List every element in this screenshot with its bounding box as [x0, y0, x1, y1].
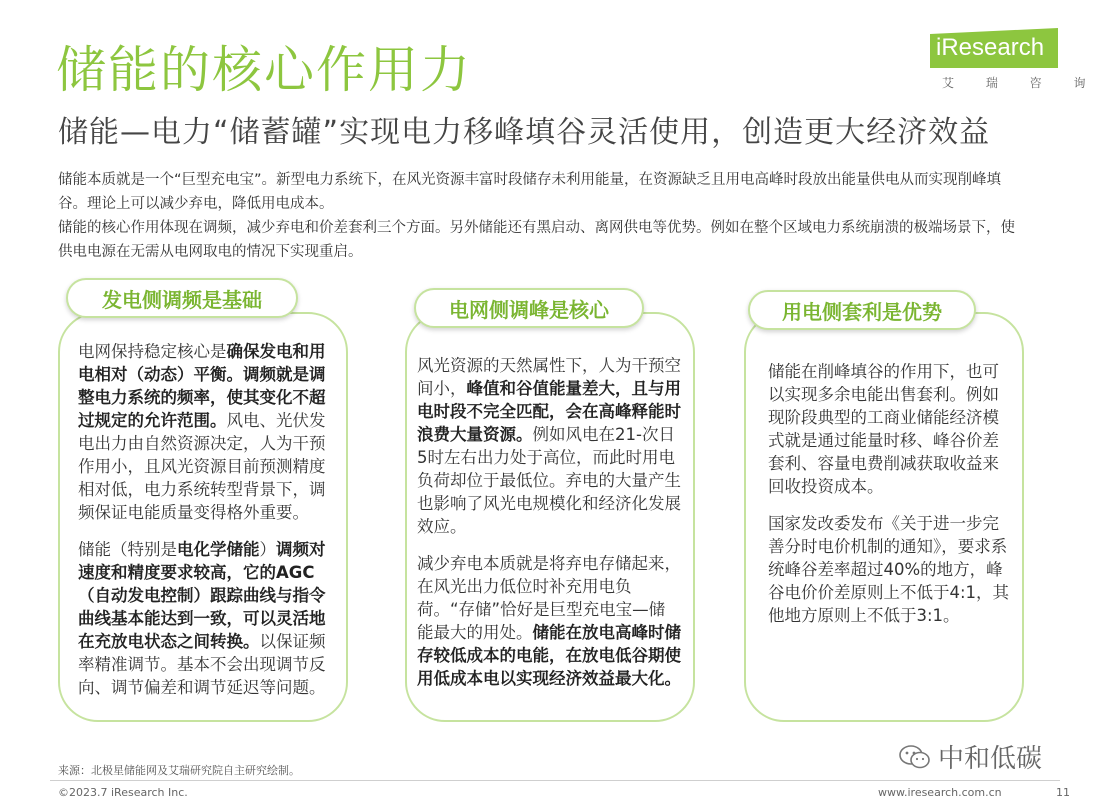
text-run: 风光资源的天然属性下，人为干预空间小，	[417, 356, 681, 398]
text-run: 例如风电在21-次日5时左右出力处于高位，而此时用电负荷却位于最低位。弃电的大量产生也影响了风光电规模化和经济化发展效应。	[417, 425, 681, 536]
panel-heading-user: 用电侧套利是优势	[748, 290, 976, 330]
logo-subtitle: 艾 瑞 咨 询	[942, 76, 1099, 90]
panel-paragraph-2	[417, 552, 681, 690]
text-run: 减少弃电本质就是将弃电存储起来，在风光出力低位时补充用电负荷。“存储”恰好是巨型充电宝—储能最大的用处。	[417, 554, 681, 642]
page-subtitle: 储能—电力“储蓄罐”实现电力移峰填谷灵活使用，创造更大经济效益	[58, 115, 991, 150]
intro-paragraph-2: 储能的核心作用体现在调频，减少弃电和价差套利三个方面。另外储能还有黑启动、离网供电等优势。例如在整个区域电力系统崩溃的极端场景下，使供电电源在无需从电网取电的情况下实现重启。	[58, 220, 1015, 260]
panel-paragraph-1	[768, 360, 1010, 498]
text-run: 储能（特别是	[78, 540, 177, 559]
watermark-text: 中和低碳	[938, 744, 1043, 774]
intro-text	[58, 168, 1028, 264]
panel-grid-side	[405, 312, 695, 722]
text-run-bold: 峰值和谷值能量差大，且与用电时段不完全匹配，会在高峰释能时浪费大量资源。	[417, 379, 681, 444]
panel-generation-side	[58, 312, 348, 722]
watermark	[898, 738, 1042, 775]
text-run-bold: 储能在放电高峰时储存较低成本的电能，在放电低谷期使用低成本电以实现经济效益最大化。	[417, 623, 681, 688]
text-run: ）	[259, 540, 276, 559]
footer-divider	[50, 780, 1060, 781]
source-note: 来源：北极星储能网及艾瑞研究院自主研究绘制。	[58, 764, 300, 777]
page-title: 储能的核心作用力	[56, 41, 472, 99]
text-run: 风电、光伏发电出力由自然资源决定，人为干预作用小，且风光资源目前预测精度相对低，电力系统转型背景下，调频保证电能质量变得格外重要。	[78, 411, 326, 522]
text-run: 以保证频率精准调节。基本不会出现调节反向、调节偏差和调节延迟等问题。	[78, 632, 326, 697]
text-run-bold: 确保发电和用电相对（动态）平衡。调频就是调整电力系统的频率，使其变化不超过规定的允许范围。	[78, 342, 326, 430]
panel-user-side	[744, 312, 1024, 722]
panel-body	[768, 360, 1010, 641]
page-number: 11	[1056, 786, 1070, 799]
intro-paragraph-1: 储能本质就是一个“巨型充电宝”。新型电力系统下，在风光资源丰富时段储存未利用能量，在资源缺乏且用电高峰时段放出能量供电从而实现削峰填谷。理论上可以减少弃电，降低用电成本。	[58, 172, 1002, 212]
panel-paragraph-1	[78, 340, 334, 524]
text-run-bold: 调频对速度和精度要求较高，它的AGC（自动发电控制）跟踪曲线与指令曲线基本能达到一致，可以灵活地在充放电状态之间转换。	[78, 540, 326, 651]
panel-paragraph-2	[78, 538, 334, 699]
text-run: 国家发改委发布《关于进一步完善分时电价机制的通知》，要求系统峰谷差率超过40%的地方，峰谷电价价差原则上不低于4:1，其他地方原则上不低于3:1。	[768, 514, 1010, 625]
wechat-icon	[898, 744, 932, 770]
panel-paragraph-2	[768, 512, 1010, 627]
logo-brand: iResearch	[936, 34, 1045, 61]
text-run: 储能在削峰填谷的作用下，也可以实现多余电能出售套利。例如现阶段典型的工商业储能经济模式就是通过能量时移、峰谷价差套利、容量电费削减获取收益来回收投资成本。	[768, 362, 999, 496]
panel-body	[417, 354, 681, 704]
panel-heading-generation: 发电侧调频是基础	[66, 278, 298, 318]
copyright: ©2023.7 iResearch Inc.	[58, 786, 188, 799]
panel-body	[78, 340, 334, 713]
iresearch-logo	[930, 28, 1099, 92]
panel-paragraph-1	[417, 354, 681, 538]
website-link[interactable]: www.iresearch.com.cn	[878, 786, 1002, 799]
text-run: 电网保持稳定核心是	[78, 342, 227, 361]
text-run-bold: 电化学储能	[177, 540, 260, 559]
panel-heading-grid: 电网侧调峰是核心	[414, 288, 644, 328]
